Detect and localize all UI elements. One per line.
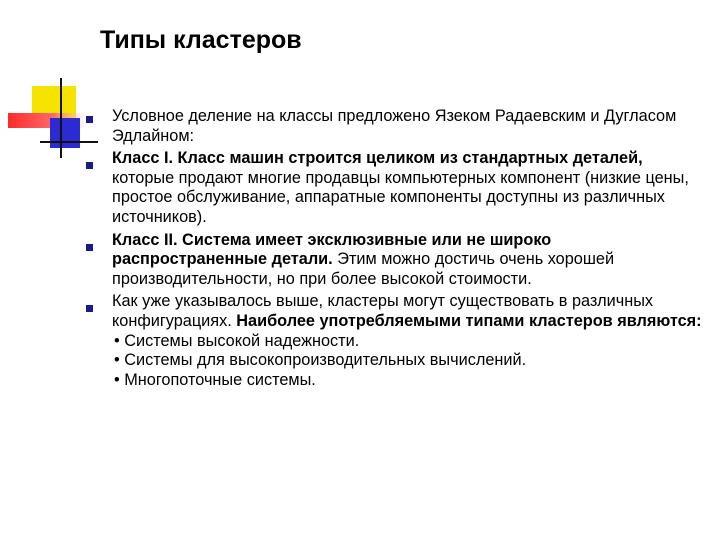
bullet-text-bold: Наиболее употребляемыми типами кластеров являются:: [236, 311, 702, 330]
square-bullet-icon: [86, 244, 93, 251]
sub-list-item: • Системы высокой надежности.: [114, 331, 360, 350]
bullet-text-bold: Класс II. Система имеет эксклюзивные или не широко распространенные детали.: [112, 230, 552, 269]
list-item: [86, 292, 706, 390]
page-title: Типы кластеров: [100, 26, 302, 54]
sub-list-item: • Многопоточные системы.: [114, 370, 316, 389]
bullet-text: которые продают многие продавцы компьютерных компонент (низкие цены, простое обслуживание, аппаратные компоненты доступны из различных источников).: [112, 168, 689, 226]
bullet-text: Условное деление на классы предложено Язеком Радаевским и Дугласом Эдлайном:: [112, 107, 677, 145]
decorative-squares-graphic: [0, 0, 100, 160]
square-bullet-icon: [86, 162, 93, 169]
sub-list-item: • Системы для высокопроизводительных вычислений.: [114, 351, 527, 370]
bullet-text-bold: Класс I. Класс машин строится целиком из стандартных деталей,: [112, 149, 643, 168]
list-item: [86, 231, 706, 290]
list-item: [86, 149, 706, 227]
list-item: [86, 107, 706, 146]
bullet-list: [86, 107, 706, 390]
blue-square: [50, 118, 80, 148]
bullet-text: Как уже указывалось выше, кластеры могут существовать в различных конфигурациях.: [112, 292, 654, 330]
square-bullet-icon: [86, 305, 93, 312]
bullet-text: Этим можно достичь очень хорошей производительности, но при более высокой стоимости.: [112, 250, 615, 288]
decorative-graphic: [0, 0, 100, 160]
vertical-line: [60, 78, 62, 158]
square-bullet-icon: [86, 116, 93, 123]
